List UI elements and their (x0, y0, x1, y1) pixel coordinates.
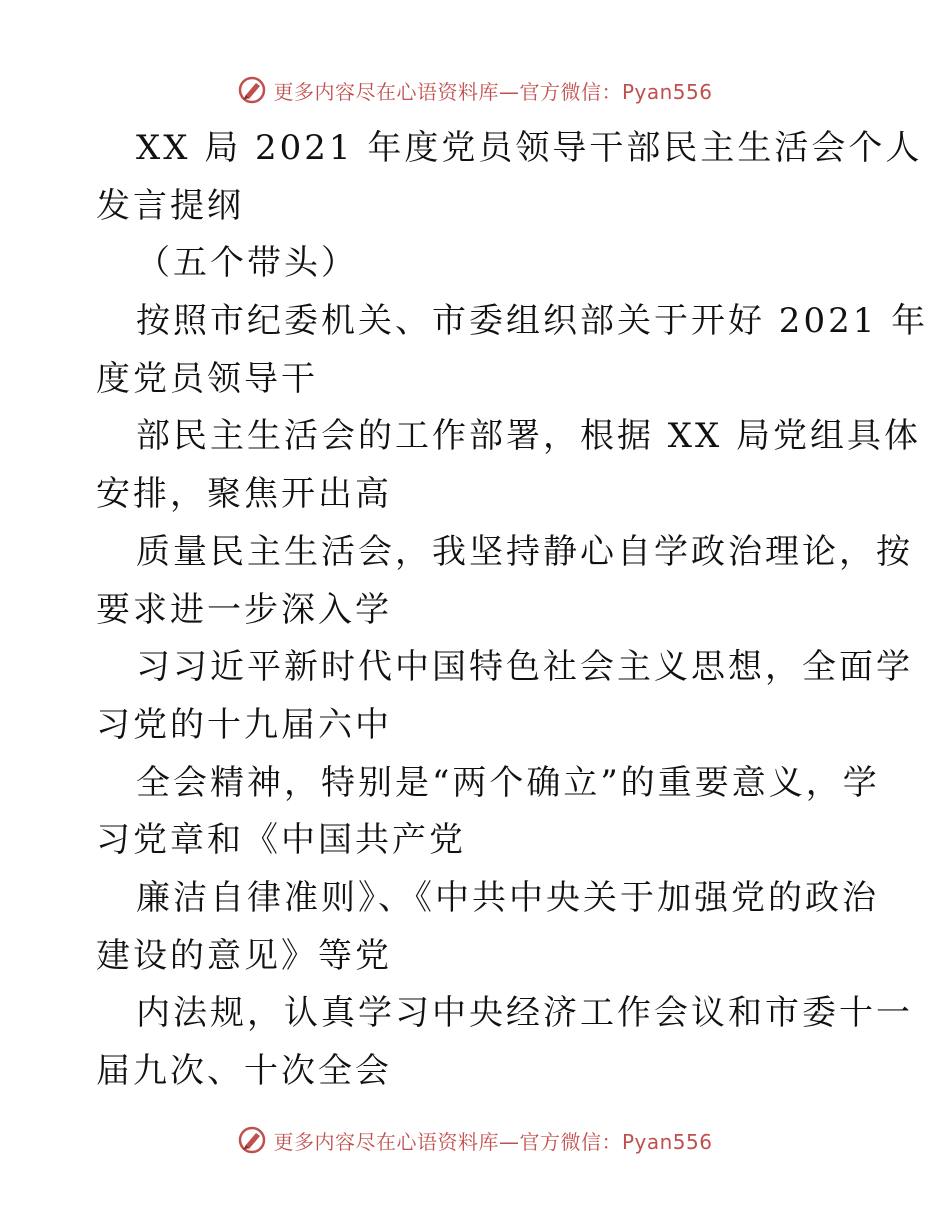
subtitle-line: （五个带头） (136, 243, 358, 284)
document-body (96, 120, 929, 1101)
paragraph-line: 习习近平新时代中国特色社会主义思想，全面学 (136, 647, 913, 688)
paragraph-line: 质量民主生活会，我坚持静心自学政治理论，按 (136, 531, 913, 572)
document-pen-logo-icon (237, 1125, 267, 1155)
paragraph-line: 习党的十九届六中 (96, 704, 392, 745)
footer-watermark-text: 更多内容尽在心语资料库—官方微信：Pyan556 (273, 1129, 713, 1154)
paragraph-line: 要求进一步深入学 (96, 589, 392, 630)
paragraph-line: 度党员领导干 (96, 358, 318, 399)
paragraph-line: 内法规，认真学习中央经济工作会议和市委十一 (136, 993, 913, 1034)
paragraph-line: 部民主生活会的工作部署，根据 XX 局党组具体 (136, 416, 922, 457)
title-line-2: 发言提纲 (96, 185, 244, 226)
footer-watermark (0, 1120, 950, 1160)
header-watermark-text: 更多内容尽在心语资料库—官方微信：Pyan556 (273, 79, 713, 104)
paragraph-line: 安排，聚焦开出高 (96, 474, 392, 515)
title-line-1: XX 局 2021 年度党员领导干部民主生活会个人 (136, 128, 923, 168)
header-watermark (0, 70, 950, 110)
document-pen-logo-icon (237, 75, 267, 105)
paragraph-line: 按照市纪委机关、市委组织部关于开好 2021 年 (136, 301, 929, 342)
paragraph-line: 廉洁自律准则》、《中共中央关于加强党的政治 (136, 877, 879, 918)
paragraph-line: 建设的意见》等党 (96, 935, 392, 976)
paragraph-line: 全会精神，特别是“两个确立”的重要意义，学 (136, 762, 880, 803)
paragraph-line: 习党章和《中国共产党 (96, 820, 466, 861)
paragraph-line: 届九次、十次全会 (96, 1051, 392, 1091)
